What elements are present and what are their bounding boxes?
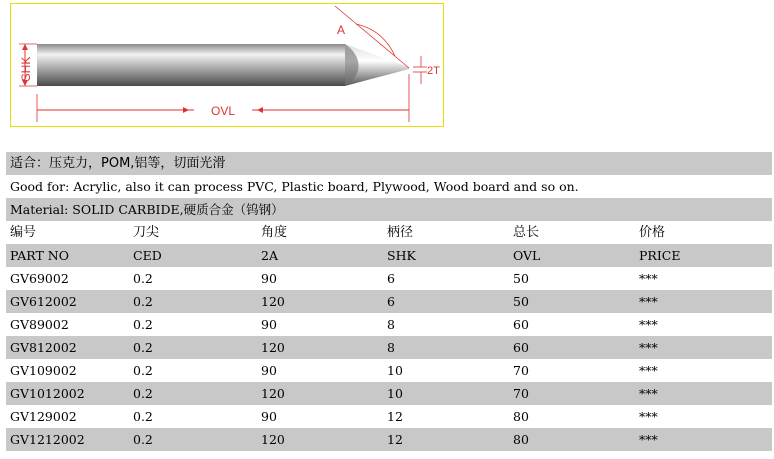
table-cell: 80: [513, 432, 529, 447]
table-cell: ***: [639, 363, 658, 378]
table-cell: 90: [261, 317, 277, 332]
table-row: [6, 267, 772, 290]
table-row: [6, 336, 772, 359]
header-en: SHK: [387, 248, 416, 263]
tool-diagram: [10, 3, 444, 127]
table-cell: 120: [261, 294, 285, 309]
table-cell: 0.2: [133, 271, 153, 286]
header-zh: 总长: [513, 225, 540, 240]
table-cell: 12: [387, 409, 403, 424]
shank-body: [37, 44, 345, 86]
table-cell: 10: [387, 363, 403, 378]
table-cell: 0.2: [133, 317, 153, 332]
table-cell: 120: [261, 432, 285, 447]
table-cell: 0.2: [133, 409, 153, 424]
table-row: [6, 382, 772, 405]
table-cell: ***: [639, 409, 658, 424]
table-cell: ***: [639, 294, 658, 309]
good-for-row: [6, 175, 772, 198]
table-cell: ***: [639, 432, 658, 447]
table-cell: ***: [639, 386, 658, 401]
header-en: 2A: [261, 248, 278, 263]
header-zh: 价格: [639, 225, 666, 240]
table-cell: GV109002: [10, 363, 77, 378]
shk-label: SHK: [19, 56, 33, 82]
tip-label: 2T: [427, 65, 440, 77]
ovl-label: OVL: [210, 104, 236, 118]
material-row: [6, 198, 772, 221]
table-cell: 6: [387, 271, 395, 286]
table-cell: GV89002: [10, 317, 69, 332]
table-cell: 60: [513, 340, 529, 355]
product-table: [6, 152, 772, 451]
table-cell: 70: [513, 386, 529, 401]
good-for-text: Good for: Acrylic, also it can process PVC, Plastic board, Plywood, Wood board and so on.: [10, 179, 579, 194]
table-cell: 70: [513, 363, 529, 378]
table-cell: ***: [639, 340, 658, 355]
table-cell: 120: [261, 340, 285, 355]
table-row: [6, 313, 772, 336]
table-cell: 0.2: [133, 363, 153, 378]
header-zh: 柄径: [387, 225, 414, 240]
table-cell: 60: [513, 317, 529, 332]
table-cell: ***: [639, 271, 658, 286]
table-row: [6, 428, 772, 451]
header-en: CED: [133, 248, 162, 263]
table-cell: GV812002: [10, 340, 77, 355]
table-cell: 120: [261, 386, 285, 401]
table-cell: 0.2: [133, 386, 153, 401]
table-row: [6, 405, 772, 428]
table-cell: 0.2: [133, 340, 153, 355]
header-en: OVL: [513, 248, 541, 263]
table-cell: 0.2: [133, 294, 153, 309]
table-cell: 0.2: [133, 432, 153, 447]
data-rows: [6, 267, 772, 451]
table-cell: 90: [261, 409, 277, 424]
table-cell: 80: [513, 409, 529, 424]
table-row: [6, 359, 772, 382]
table-cell: GV1212002: [10, 432, 85, 447]
table-cell: 90: [261, 271, 277, 286]
header-row-zh: [6, 221, 772, 244]
applicable-row: [6, 152, 772, 175]
material-text: Material: SOLID CARBIDE,硬质合金（钨钢）: [10, 202, 284, 217]
header-zh: 编号: [10, 225, 37, 240]
table-cell: 50: [513, 294, 529, 309]
engraving-bit-drawing: [11, 4, 443, 126]
applicable-text: 适合：压克力，POM,铝等，切面光滑: [10, 156, 226, 171]
table-cell: 6: [387, 294, 395, 309]
table-cell: 50: [513, 271, 529, 286]
table-cell: GV69002: [10, 271, 69, 286]
table-cell: 90: [261, 363, 277, 378]
header-zh: 刀尖: [133, 225, 160, 240]
table-cell: GV129002: [10, 409, 77, 424]
table-cell: 12: [387, 432, 403, 447]
table-cell: 8: [387, 317, 395, 332]
table-cell: GV612002: [10, 294, 77, 309]
table-cell: GV1012002: [10, 386, 85, 401]
header-en: PRICE: [639, 248, 681, 263]
header-row-en: [6, 244, 772, 267]
table-cell: 8: [387, 340, 395, 355]
table-cell: ***: [639, 317, 658, 332]
table-row: [6, 290, 772, 313]
header-zh: 角度: [261, 225, 288, 240]
header-en: PART NO: [10, 248, 69, 263]
angle-label: A: [337, 23, 346, 37]
table-cell: 10: [387, 386, 403, 401]
